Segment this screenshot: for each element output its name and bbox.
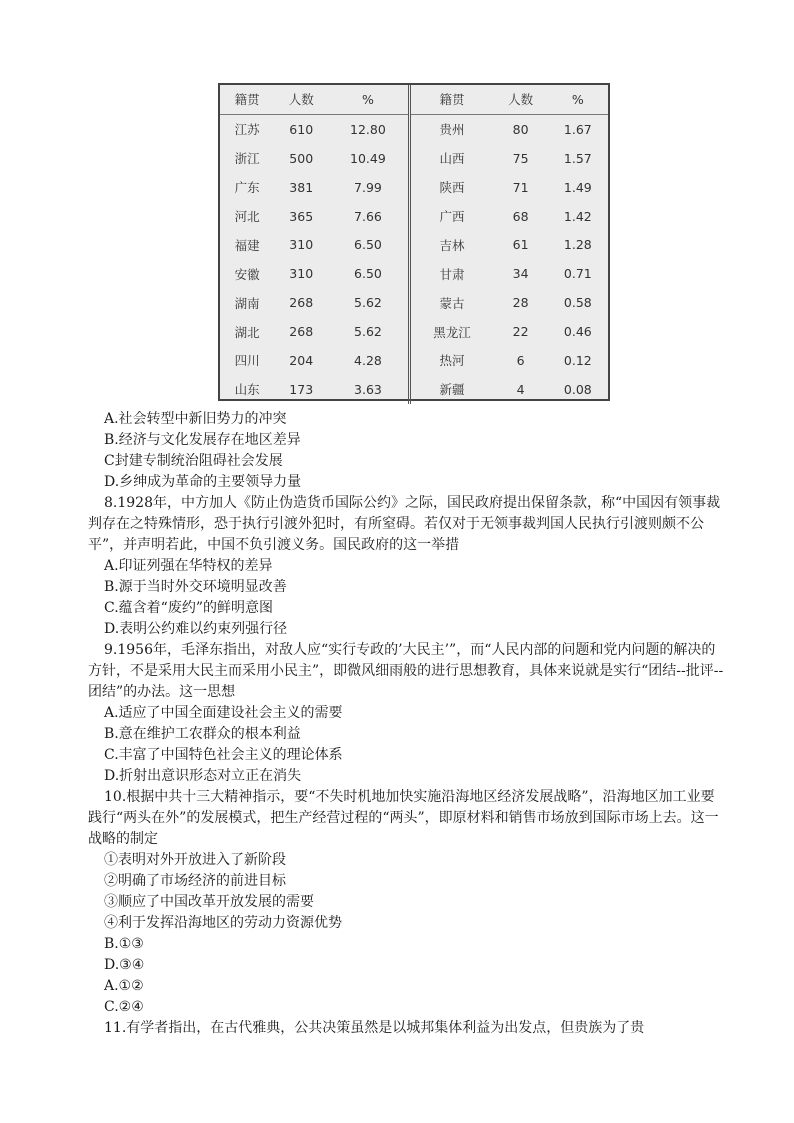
table-cell: 6.50 [354, 237, 382, 253]
q10-item-3: ③顺应了中国改革开放发展的需要 [104, 894, 314, 910]
table-cell: 吉林 [409, 230, 493, 259]
q10-item-4: ④利于发挥沿海地区的劳动力资源优势 [104, 915, 342, 931]
q8-option-b: B.源于当时外交环境明显改善 [104, 579, 287, 595]
table-cell: 610 [289, 121, 314, 137]
q10-item-2: ②明确了市场经济的前进目标 [104, 873, 286, 889]
table-cell: 75 [512, 150, 529, 166]
table-row [220, 114, 608, 143]
table-cell: 268 [289, 295, 314, 311]
table-row [220, 288, 608, 317]
table-cell: 268 [289, 324, 314, 340]
q10-option-c: C.②④ [104, 999, 144, 1015]
table-cell: 80 [512, 121, 529, 137]
table-cell: 310 [289, 266, 314, 282]
table-header-row [220, 85, 608, 114]
table-cell: 广西 [409, 202, 493, 231]
col-header: 人数 [288, 92, 314, 108]
q8-option-a: A.印证列强在华特权的差异 [104, 558, 273, 574]
q8-option-c: C.蕴含着“废约”的鲜明意图 [104, 600, 273, 616]
table-cell: 1.49 [563, 179, 592, 195]
table-row [220, 317, 608, 346]
table-cell: 173 [289, 381, 314, 397]
table-cell: 0.12 [563, 352, 592, 368]
table-cell: 5.62 [354, 324, 382, 340]
q9-option-d: D.折射出意识形态对立正在消失 [104, 768, 302, 784]
table-row [220, 375, 608, 404]
table-row [220, 230, 608, 259]
q9-option-c: C.丰富了中国特色社会主义的理论体系 [104, 747, 343, 763]
table-cell: 310 [289, 237, 314, 253]
q7-option-d: D.乡绅成为革命的主要领导力量 [104, 474, 302, 490]
col-header: % [571, 91, 584, 107]
table-cell: 河北 [234, 209, 260, 224]
col-header: 籍贯 [409, 85, 493, 114]
table-cell: 福建 [234, 237, 260, 253]
table-cell: 68 [512, 208, 529, 224]
col-header: 人数 [508, 92, 534, 108]
table-cell: 22 [512, 324, 529, 340]
table-cell: 7.66 [354, 208, 382, 224]
q10-option-a: A.①② [104, 978, 144, 994]
table-cell: 34 [512, 266, 529, 282]
q7-option-a: A.社会转型中新旧势力的冲突 [104, 411, 287, 427]
q9-option-a: A.适应了中国全面建设社会主义的需要 [104, 705, 343, 721]
table-cell: 山东 [234, 382, 260, 398]
table-cell: 1.67 [563, 121, 592, 137]
q9-stem: 9.1956年，毛泽东指出，对敌人应“实行专政的’大民主’”，而“人民内部的问题和党内问题的解决的方针，不是采用大民主而采用小民主”，即微风细雨般的进行思想教育，具体来说就是实行“团结--批评--团结”的办法。这一思想 [88, 642, 724, 700]
table-cell: 贵州 [409, 114, 493, 143]
table-cell: 四川 [234, 353, 260, 369]
table-cell: 5.62 [354, 295, 382, 311]
table-cell: 7.99 [354, 179, 382, 195]
table-cell: 江苏 [234, 122, 260, 138]
table-cell: 4 [516, 381, 525, 397]
table-cell: 热河 [409, 346, 493, 375]
table-row [220, 144, 608, 173]
table-cell: 1.57 [563, 150, 592, 166]
q10-option-d: D.③④ [104, 957, 145, 973]
data-table [220, 85, 608, 404]
table-cell: 浙江 [234, 151, 260, 167]
table-cell: 0.46 [563, 324, 592, 340]
table-row [220, 346, 608, 375]
q8-stem: 8.1928年，中方加人《防止伪造货币国际公约》之际，国民政府提出保留条款，称“中国因有领事裁判存在之特殊情形，恐于执行引渡外犯时，有所窒碍。若仅对于无领事裁判国人民执行引渡则颇不公平”，并声明若此，中国不负引渡义务。国民政府的这一举措 [88, 495, 721, 553]
table-row [220, 202, 608, 231]
table-row [220, 173, 608, 202]
q9-option-b: B.意在维护工农群众的根本利益 [104, 726, 301, 742]
table-cell: 71 [512, 179, 529, 195]
table-cell: 204 [289, 352, 314, 368]
table-cell: 28 [512, 295, 529, 311]
table-cell: 新疆 [409, 375, 493, 404]
table-row [220, 259, 608, 288]
table-cell: 0.08 [563, 381, 592, 397]
table-cell: 陕西 [409, 173, 493, 202]
table-cell: 广东 [234, 180, 260, 196]
table-cell: 1.42 [563, 208, 592, 224]
table-cell: 蒙古 [409, 288, 493, 317]
q11-stem: 11.有学者指出，在古代雅典，公共决策虽然是以城邦集体利益为出发点，但贵族为了贵 [104, 1020, 645, 1036]
table-body [220, 114, 608, 403]
q7-option-c: C封建专制统治阻碍社会发展 [104, 453, 283, 469]
table-cell: 安徽 [234, 266, 260, 282]
table-cell: 500 [289, 150, 314, 166]
table-cell: 0.71 [563, 266, 592, 282]
table-cell: 1.28 [563, 237, 592, 253]
table-cell: 3.63 [354, 381, 382, 397]
table-cell: 365 [289, 208, 314, 224]
q7-option-b: B.经济与文化发展存在地区差异 [104, 432, 301, 448]
table-cell: 0.58 [563, 295, 592, 311]
table-cell: 6 [516, 352, 525, 368]
q10-item-1: ①表明对外开放进入了新阶段 [104, 852, 286, 868]
col-header: % [361, 91, 374, 107]
table-cell: 黑龙江 [409, 317, 493, 346]
table-cell: 湖北 [234, 324, 260, 340]
table-cell: 山西 [409, 144, 493, 173]
census-table [218, 83, 610, 401]
q10-stem: 10.根据中共十三大精神指示，要“不失时机地加快实施沿海地区经济发展战略”，沿海地区加工业要践行“两头在外”的发展模式，把生产经营过程的“两头”，即原材料和销售市场放到国际市场上去。这一战略的制定 [88, 789, 719, 847]
table-cell: 12.80 [350, 121, 386, 137]
table-cell: 湖南 [234, 295, 260, 311]
q8-option-d: D.表明公约难以约束列强行径 [104, 621, 288, 637]
table-cell: 10.49 [350, 150, 386, 166]
table-cell: 6.50 [354, 266, 382, 282]
table-cell: 381 [289, 179, 314, 195]
q10-option-b: B.①③ [104, 936, 144, 952]
table-cell: 甘肃 [409, 259, 493, 288]
table-cell: 61 [512, 237, 529, 253]
table-cell: 4.28 [354, 352, 382, 368]
col-header: 籍贯 [234, 92, 260, 108]
